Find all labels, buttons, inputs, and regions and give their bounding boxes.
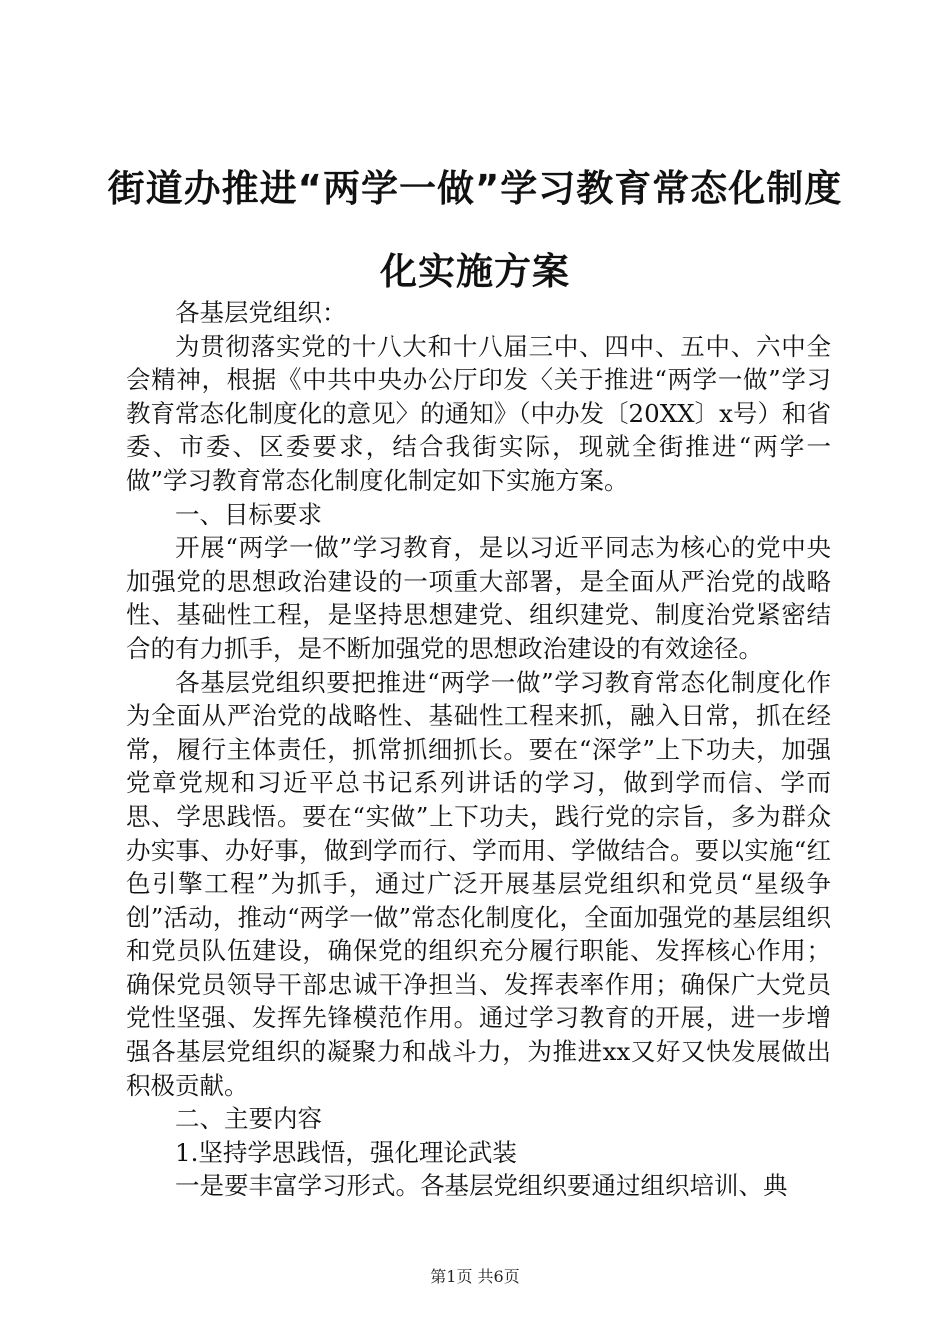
body-paragraph: 各基层党组织要把推进“两学一做”学习教育常态化制度化作为全面从严治党的战略性、基础性工程来抓，融入日常，抓在经常，履行主体责任，抓常抓细抓长。要在“深学”上下功夫，加强党章党规和习近平总书记系列讲话的学习，做到学而信、学而思、学思践悟。要在“实做”上下功夫，践行党的宗旨，多为群众办实事、办好事，做到学而行、学而用、学做结合。要以实施“红色引擎工程”为抓手，通过广泛开展基层党组织和党员“星级争创”活动，推动“两学一做”常态化制度化，全面加强党的基层组织和党员队伍建设，确保党的组织充分履行职能、发挥核心作用；确保党员领导干部忠诚干净担当、发挥表率作用；确保广大党员党性坚强、发挥先锋模范作用。通过学习教育的开展，进一步增强各基层党组织的凝聚力和战斗力，为推进xx又好又快发展做出积极贡献。 (126, 667, 831, 1100)
intro-paragraph: 为贯彻落实党的十八大和十八届三中、四中、五中、六中全会精神，根据《中共中央办公厅印发〈关于推进“两学一做”学习教育常态化制度化的意见〉的通知》（中办发〔20XX〕x号）和省委、市委、区委要求，结合我街实际，现就全街推进“两学一做”学习教育常态化制度化制定如下实施方案。 (126, 331, 831, 495)
salutation: 各基层党组织： (175, 298, 347, 327)
page-number-footer: 第1页 共6页 (430, 1267, 520, 1286)
document-title-line-2: 化实施方案 (380, 250, 570, 293)
subsection-heading: 1.坚持学思践悟，强化理论武装 (175, 1137, 517, 1167)
body-paragraph: 开展“两学一做”学习教育，是以习近平同志为核心的党中央加强党的思想政治建设的一项重大部署，是全面从严治党的战略性、基础性工程，是坚持思想建党、组织建党、制度治党紧密结合的有力抓手，是不断加强党的思想政治建设的有效途径。 (126, 533, 831, 663)
section-heading-goals: 一、目标要求 (175, 499, 322, 529)
document-body (126, 296, 831, 1203)
body-paragraph: 一是要丰富学习形式。各基层党组织要通过组织培训、典 (175, 1171, 788, 1201)
document-title-line-1: 街道办推进“两学一做”学习教育常态化制度 (107, 167, 843, 210)
section-heading-content: 二、主要内容 (175, 1104, 322, 1134)
